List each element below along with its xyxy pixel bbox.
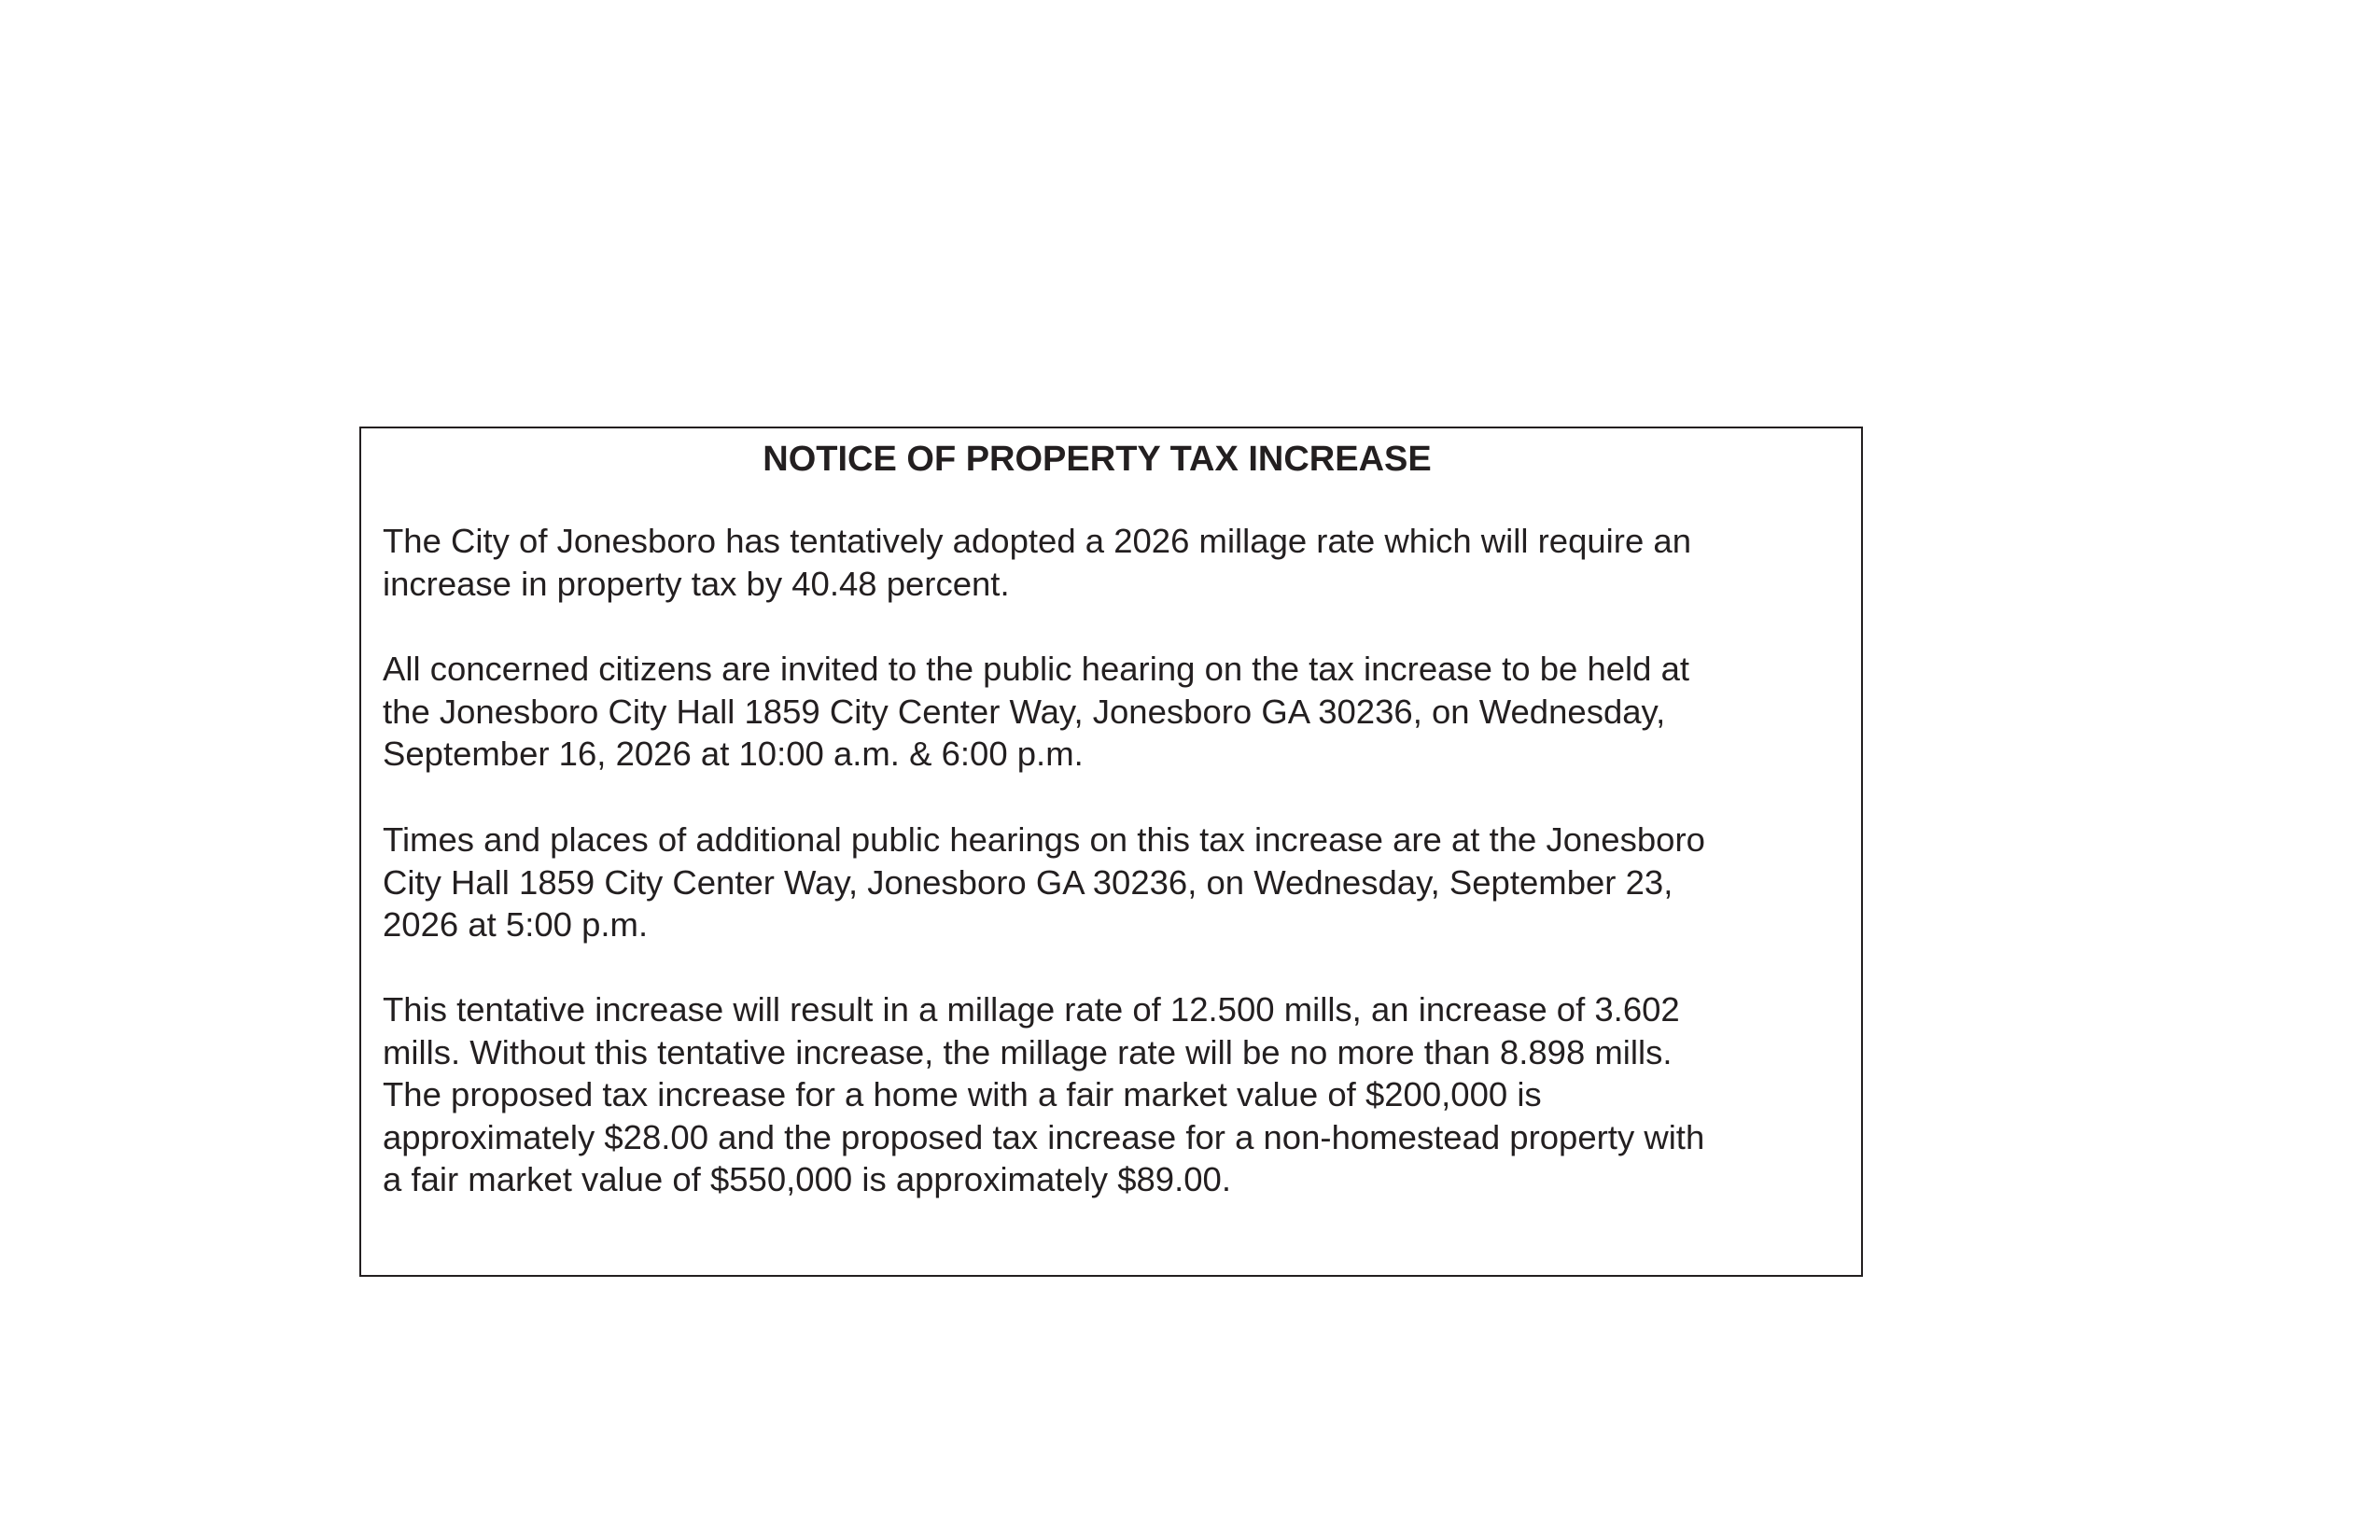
paragraph-line: 2026 at 5:00 p.m. — [383, 905, 649, 945]
notice-box — [359, 427, 1863, 1277]
paragraph-line: The City of Jonesboro has tentatively adopted a 2026 millage rate which will require an — [383, 522, 1691, 560]
paragraph-line: a fair market value of $550,000 is approximately $89.00. — [383, 1160, 1231, 1199]
notice-title: NOTICE OF PROPERTY TAX INCREASE — [763, 440, 1432, 479]
paragraph-line: Times and places of additional public hearings on this tax increase are at the Jonesboro — [383, 820, 1705, 859]
notice-paragraph-additional-hearings — [383, 819, 1839, 946]
paragraph-line: All concerned citizens are invited to the public hearing on the tax increase to be held at — [383, 650, 1690, 688]
paragraph-line: mills. Without this tentative increase, the millage rate will be no more than 8.898 mills. — [383, 1032, 1673, 1071]
paragraph-line: This tentative increase will result in a millage rate of 12.500 mills, an increase of 3.602 — [383, 990, 1680, 1029]
notice-paragraph-millage-adoption — [383, 520, 1839, 605]
paragraph-line: the Jonesboro City Hall 1859 City Center Way, Jonesboro GA 30236, on Wednesday, — [383, 692, 1666, 731]
paragraph-line: approximately $28.00 and the proposed tax increase for a non-homestead property with — [383, 1117, 1705, 1156]
paragraph-line: City Hall 1859 City Center Way, Jonesboro GA 30236, on Wednesday, September 23, — [383, 862, 1673, 902]
paragraph-line: increase in property tax by 40.48 percent. — [383, 564, 1010, 603]
paragraph-line: The proposed tax increase for a home with a fair market value of $200,000 is — [383, 1075, 1542, 1114]
notice-paragraph-public-hearing — [383, 648, 1839, 776]
paragraph-line: September 16, 2026 at 10:00 a.m. & 6:00 p.m. — [383, 735, 1084, 774]
notice-paragraph-millage-impact — [383, 988, 1839, 1201]
